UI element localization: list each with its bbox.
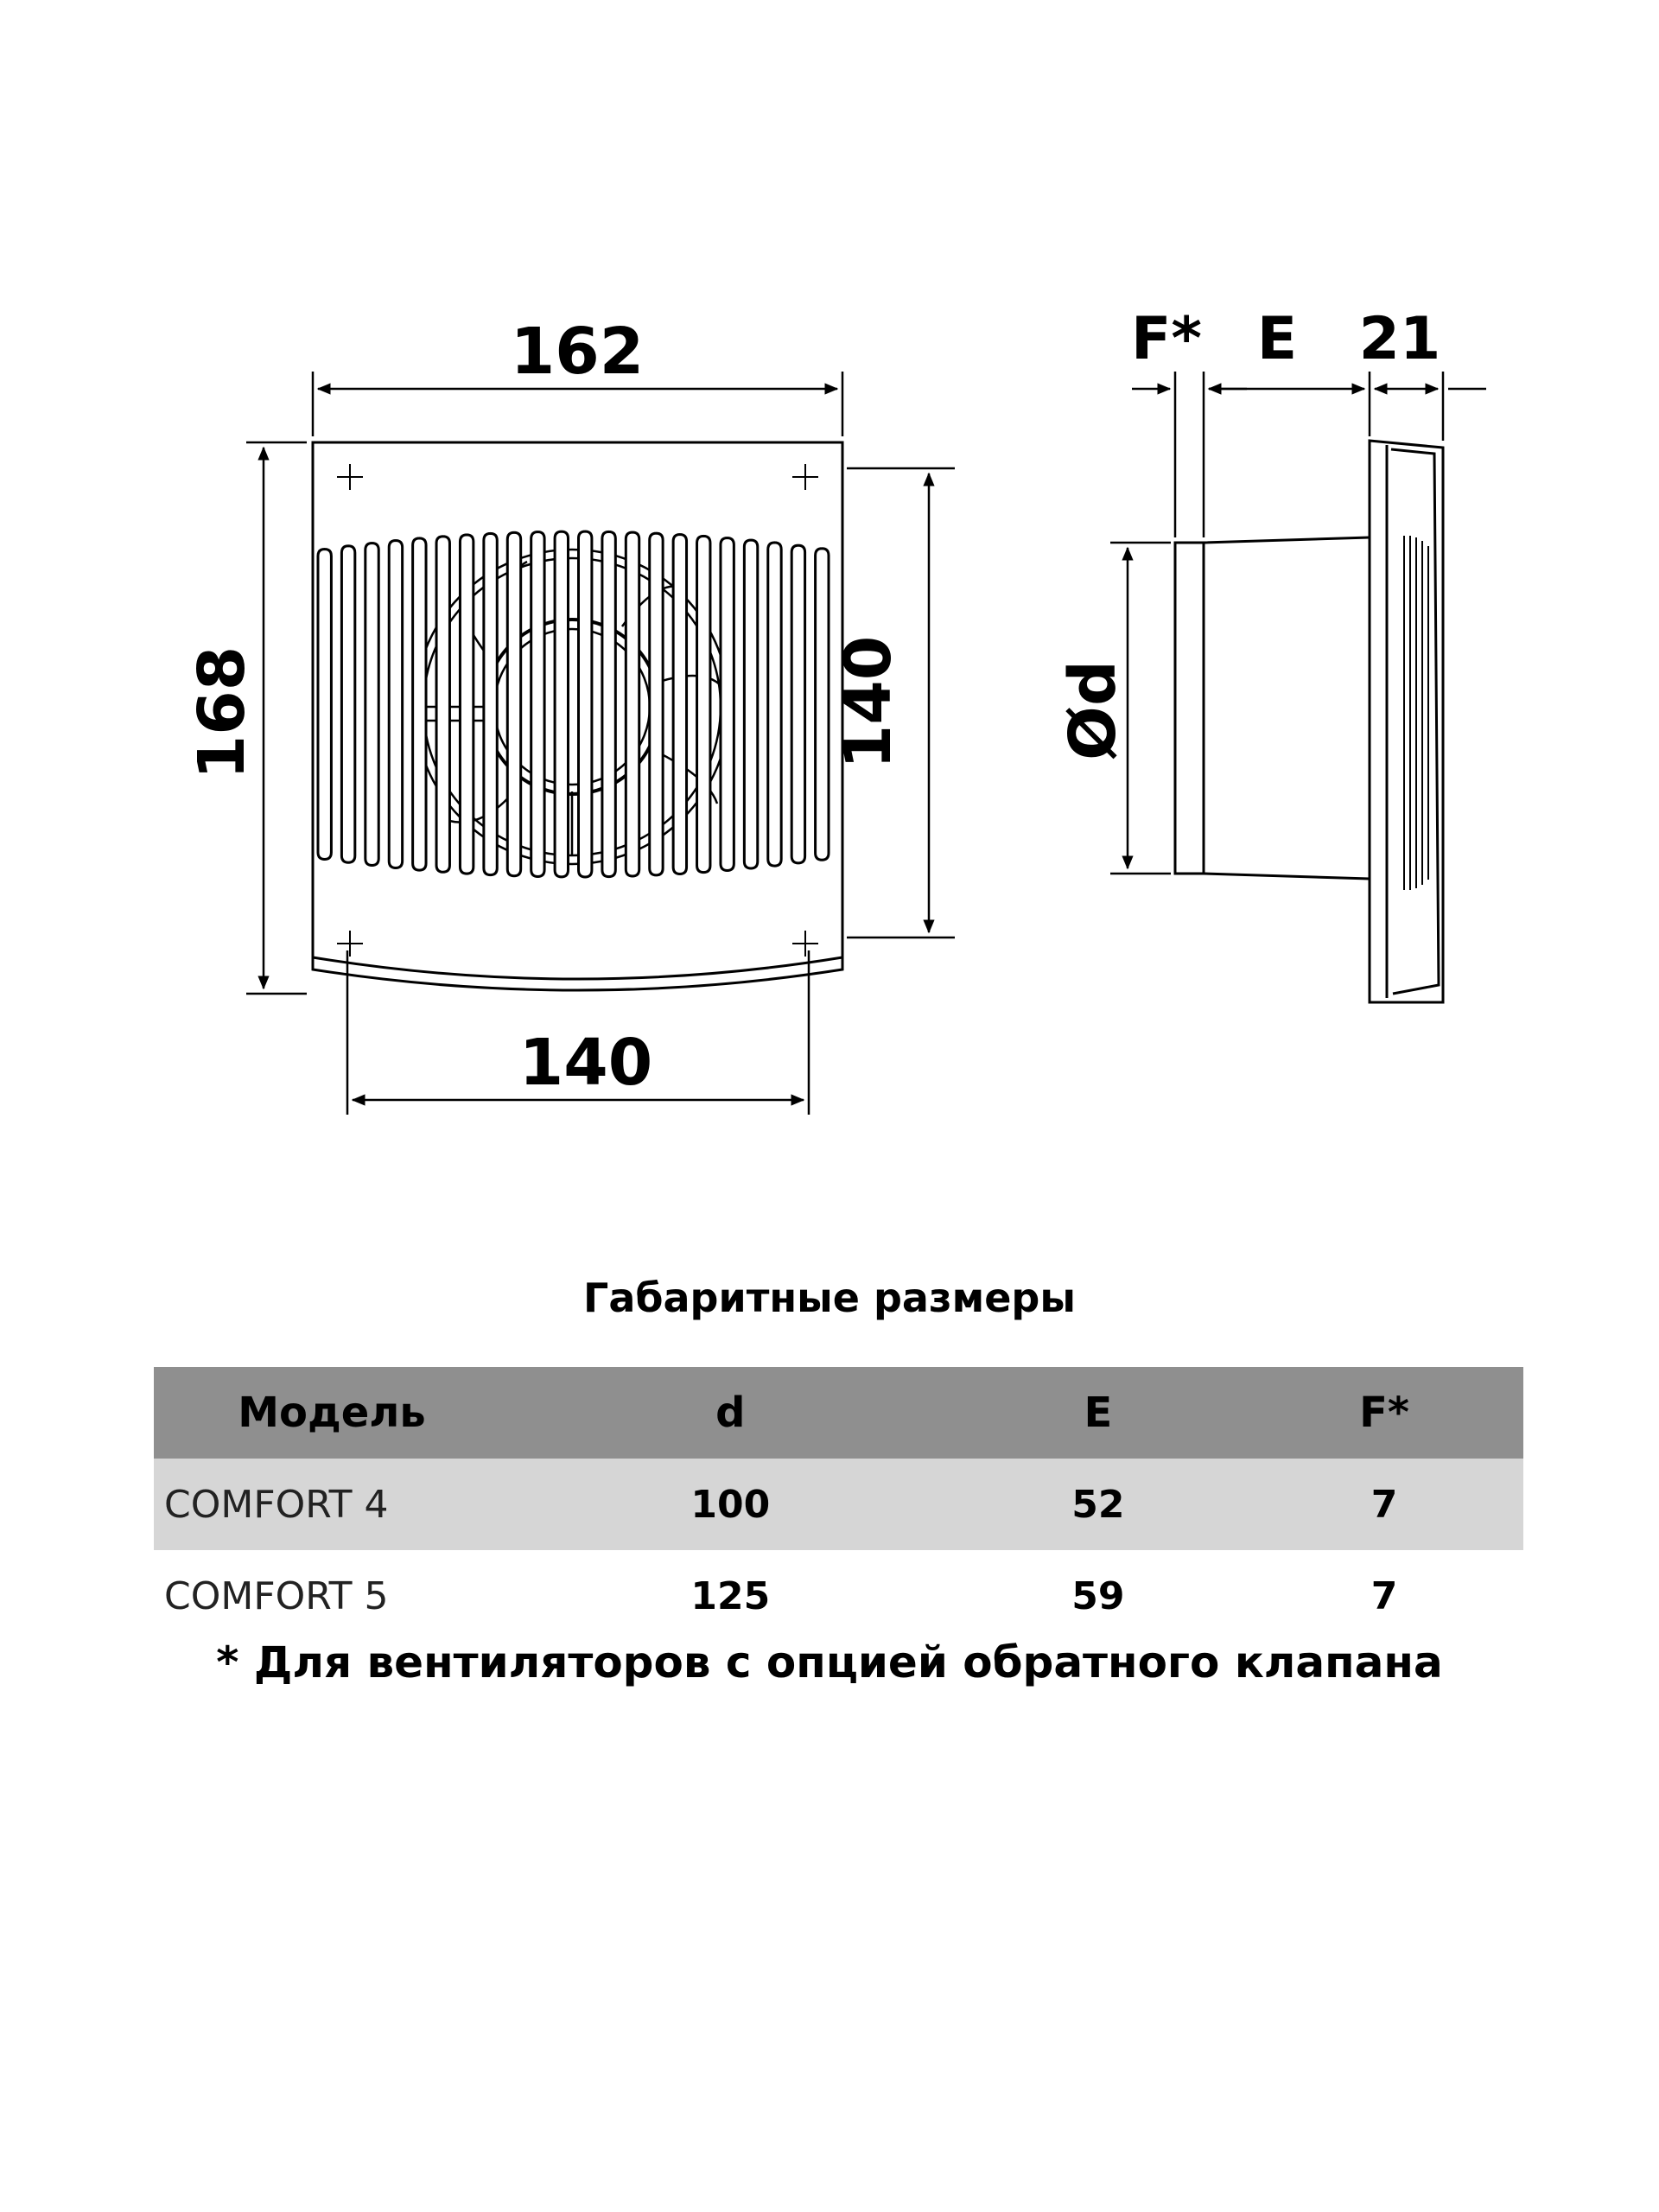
cell-d: 100	[510, 1459, 951, 1550]
grille-slats	[318, 531, 829, 877]
front-panel-bottom-curve	[313, 957, 842, 979]
grille-slat	[650, 533, 663, 875]
grille-slat	[484, 533, 497, 874]
grille-slat	[721, 537, 734, 870]
dim-diameter: Ød	[1056, 660, 1130, 760]
grille-slat	[768, 543, 781, 866]
grille-slat	[341, 546, 354, 862]
front-view	[313, 442, 842, 990]
footnote: * Для вентиляторов с опцией обратного клапана	[216, 1637, 1443, 1688]
grille-slat	[389, 541, 402, 868]
cell-model: COMFORT 5	[164, 1573, 389, 1618]
dim-e: E	[1256, 305, 1298, 373]
check-valve-collar	[1175, 543, 1204, 874]
grille-slat	[816, 549, 829, 860]
grille-slat	[507, 532, 520, 876]
side-view	[1175, 441, 1443, 1002]
grille-slat	[460, 535, 473, 874]
cell-d: 125	[690, 1573, 771, 1618]
side-panel-body	[1370, 441, 1443, 1002]
grille-slat	[413, 538, 426, 870]
side-louvres	[1404, 536, 1428, 890]
cell-e: 59	[1071, 1573, 1125, 1618]
dim-f: F*	[1130, 305, 1203, 373]
grille-slat	[602, 531, 615, 876]
table-row	[154, 1459, 1523, 1550]
grille-slat	[555, 531, 568, 877]
dim-height-left: 168	[185, 645, 259, 780]
table-header-row	[154, 1367, 1523, 1459]
cell-f: 7	[1370, 1573, 1398, 1618]
grille-slat	[318, 549, 331, 859]
grille-slat	[673, 535, 686, 874]
table-row	[154, 1550, 1523, 1642]
grille-slat	[579, 531, 592, 877]
grille-slat	[744, 540, 757, 868]
grille-slat	[531, 531, 544, 876]
cell-model: COMFORT 4	[154, 1459, 510, 1550]
grille-slat	[365, 543, 378, 865]
cell-e: 52	[951, 1459, 1245, 1550]
header-e: E	[951, 1367, 1245, 1459]
table-title: Габаритные размеры	[583, 1274, 1076, 1321]
grille-slat	[626, 532, 639, 876]
grille-slat	[436, 537, 449, 873]
grille-slat	[791, 545, 804, 863]
header-model: Модель	[154, 1367, 510, 1459]
dim-depth: 21	[1358, 305, 1441, 373]
header-f: F*	[1245, 1367, 1523, 1459]
header-d: d	[510, 1367, 951, 1459]
dim-width-top: 162	[510, 315, 645, 389]
grille-slat	[697, 536, 710, 872]
dim-height-right: 140	[831, 635, 906, 770]
dim-width-bottom: 140	[518, 1026, 653, 1100]
cell-f: 7	[1245, 1459, 1523, 1550]
duct-spigot	[1204, 537, 1370, 879]
dimensions-table	[154, 1367, 1523, 1642]
